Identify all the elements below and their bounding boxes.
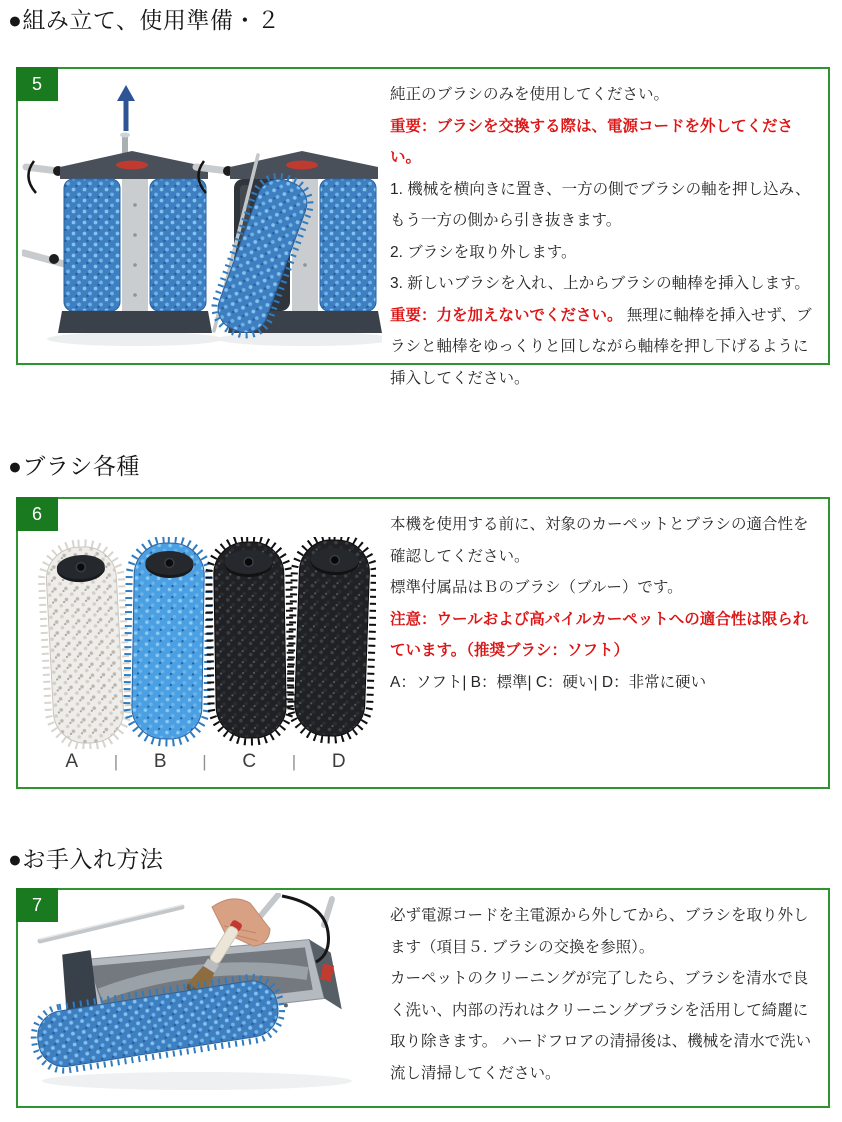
paragraph xyxy=(390,237,820,269)
paragraph xyxy=(390,900,820,963)
section-heading-assembly: ●組み立て、使用準備・２ xyxy=(8,7,281,33)
brush-c-hard-black xyxy=(208,537,292,742)
panel-text-brush-types xyxy=(390,509,820,698)
alert-text: 重要：ブラシを交換する際は、電源コードを外してください。 xyxy=(390,117,794,166)
handle-stub-left xyxy=(258,895,278,919)
label-separator: | xyxy=(291,752,298,771)
panel-text-maintenance xyxy=(390,900,820,1089)
paragraph xyxy=(390,604,820,667)
brush-set-illustration xyxy=(36,537,376,749)
step-badge-5: 5 xyxy=(16,67,58,101)
axle-rod xyxy=(40,905,182,941)
alert-text: 重要：力を加えないでください。 xyxy=(390,306,623,324)
label-separator: | xyxy=(113,752,120,771)
figure-maintenance-photo xyxy=(22,893,378,1103)
step-badge-7: 7 xyxy=(16,888,58,922)
paragraph xyxy=(390,300,820,395)
brush-label-b: B xyxy=(153,751,168,772)
brush-label-c: C xyxy=(242,751,258,772)
panel-brush-types xyxy=(16,497,830,789)
panel-text-brush-replacement xyxy=(390,79,820,394)
alert-text: 注意：ウールおよび高パイルカーペットへの適合性は限られています。（推奨ブラシ：ソフト） xyxy=(390,610,809,659)
panel-brush-replacement xyxy=(16,67,830,387)
paragraph xyxy=(390,963,820,1089)
brush-label-d: D xyxy=(331,751,347,772)
text-line: 純正のブラシのみを使用してください。 xyxy=(390,86,670,103)
text-line: A：ソフト| B：標準| C：硬い| D：非常に硬い xyxy=(390,673,707,691)
section-heading-brush-types: ●ブラシ各種 xyxy=(8,453,140,479)
brush-label-row xyxy=(48,751,364,773)
text-line: 2. ブラシを取り外します。 xyxy=(390,243,577,261)
paragraph xyxy=(390,667,820,699)
paragraph xyxy=(390,111,820,174)
paragraph xyxy=(390,509,820,572)
hand-holding-brush xyxy=(212,899,270,946)
brush-machine-illustration xyxy=(22,71,382,363)
brush-a-soft-white xyxy=(40,541,131,749)
text-line: 3. 新しいブラシを入れ、上からブラシの軸棒を挿入します。 xyxy=(390,275,810,292)
machine-brush-removed xyxy=(196,151,382,346)
text-line: 1. 機械を横向きに置き、一方の側でブラシの軸を押し込み、もう一方の側から引き抜きます。 xyxy=(390,180,811,229)
text-line: 必ず電源コードを主電源から外してから、ブラシを取り外します（項目５. ブラシの交換を参照）。 xyxy=(390,907,809,956)
figure-brush-types-photo xyxy=(36,537,376,749)
text-line: 無理に軸棒を挿入せず、ブラシと軸棒をゆっくりと回しながら軸棒を押し下げるように挿入してください。 xyxy=(390,306,812,387)
text-line: 本機を使用する前に、対象のカーペットとブラシの適合性を確認してください。 xyxy=(390,516,809,565)
brush-d-very-hard-black xyxy=(289,537,376,741)
text-line: カーペットのクリーニングが完了したら、ブラシを清水で良く洗い、内部の汚れはクリーニングブラシを活用して綺麗に取り除きます。 ハードフロアの清掃後は、機械を清水で洗い流し清掃してください。 xyxy=(390,970,812,1082)
paragraph xyxy=(390,174,820,237)
brush-b-standard-blue xyxy=(126,538,210,743)
step-badge-6: 6 xyxy=(16,497,58,531)
section-heading-maintenance: ●お手入れ方法 xyxy=(8,846,164,872)
text-line: 標準付属品はＢのブラシ（ブルー）です。 xyxy=(390,579,683,596)
figure-brush-replacement-photos xyxy=(22,71,382,363)
paragraph xyxy=(390,268,820,300)
up-arrow-icon xyxy=(117,85,135,131)
label-separator: | xyxy=(202,752,208,771)
paragraph xyxy=(390,572,820,604)
panel-maintenance xyxy=(16,888,830,1108)
brush-label-a: A xyxy=(65,751,80,772)
machine-upright-with-arrow xyxy=(24,85,223,346)
cleaning-illustration xyxy=(22,893,378,1103)
paragraph xyxy=(390,79,820,111)
